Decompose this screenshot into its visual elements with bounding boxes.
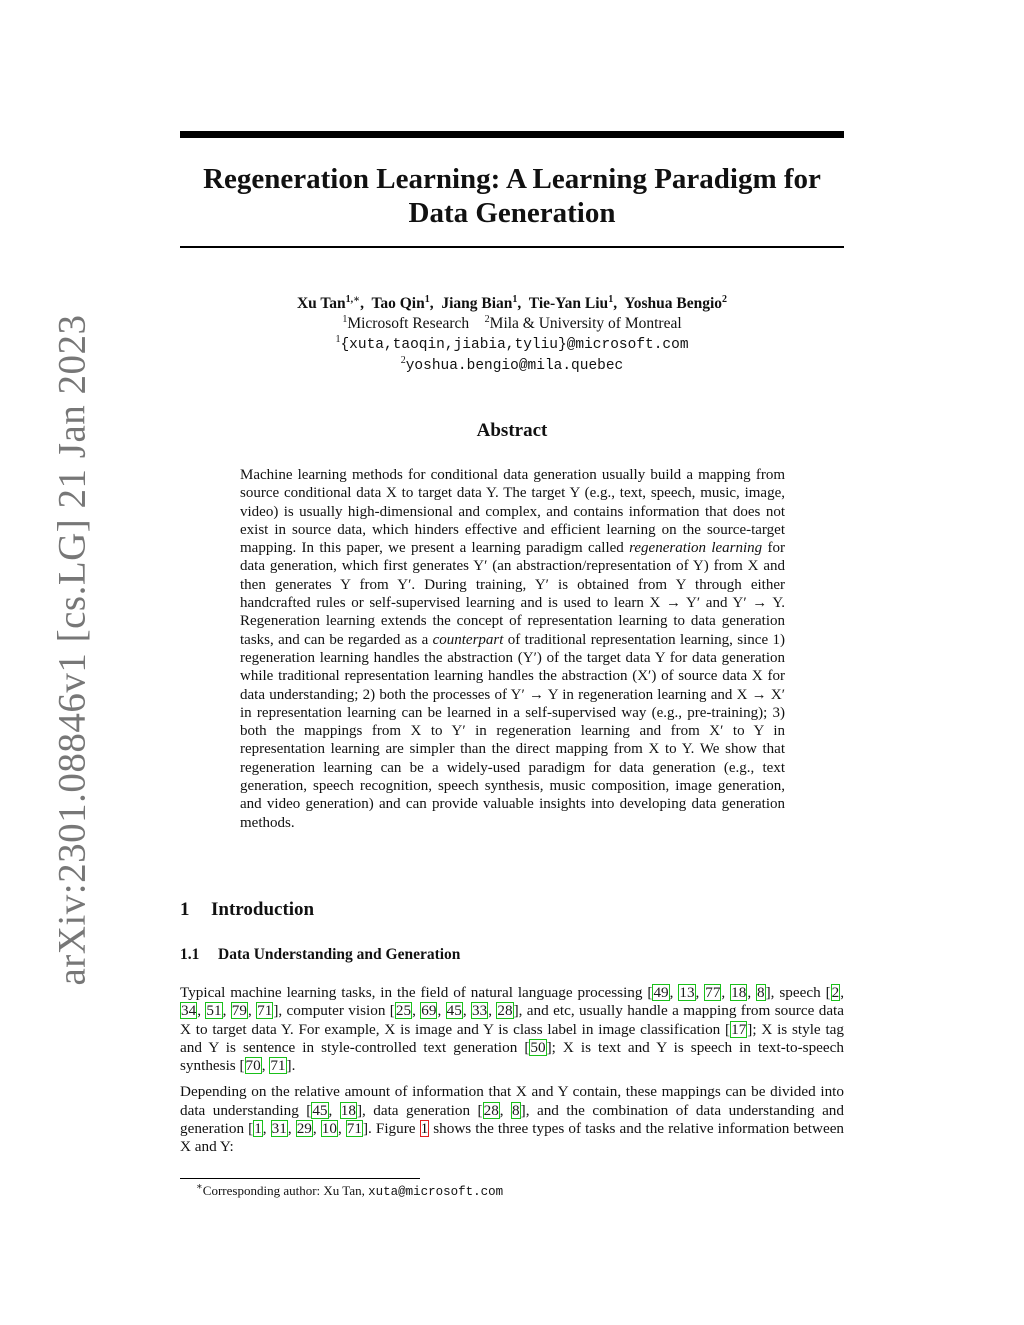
citation-link[interactable]: 25 bbox=[395, 1002, 412, 1020]
arxiv-identifier-text: arXiv:2301.08846v1 [cs.LG] 21 Jan 2023 bbox=[50, 314, 94, 986]
author-affiliation-mark: 1 bbox=[512, 293, 518, 305]
intro-paragraph-2: Depending on the relative amount of information that X and Y contain, these mappings can be divided into data understanding [45, 18], data generation [28, 8], and the combination of data understanding and generation [1, 31, 29, 10, 71]. Figure 1 shows the three types of tasks and the relative information between X and Y: bbox=[180, 1083, 845, 1156]
paragraph-text: ]; X is text and Y is speech in text-to-speech synthesis [ bbox=[180, 1038, 844, 1075]
citation-link[interactable]: 18 bbox=[340, 1101, 356, 1119]
author-name: Jiang Bian bbox=[441, 295, 513, 312]
abstract-text: Machine learning methods for conditional data generation usually build a mapping from source conditional data X to target data Y. The target Y (e.g., text, speech, music, image, video) is usually high-dimensional and complex, and contains information that does not exist in source data, which hinders effective and efficient learning on the source-target mapping. In this paper, we present a learning paradigm called bbox=[240, 467, 785, 557]
affiliation-microsoft: Microsoft Research bbox=[347, 315, 470, 332]
citation-link[interactable]: 2 bbox=[831, 984, 840, 1001]
footnote-email[interactable]: xuta@microsoft.com bbox=[368, 1185, 504, 1199]
citation-link[interactable]: 8 bbox=[512, 1101, 520, 1119]
section-title: Introduction bbox=[211, 899, 315, 920]
author-name: Yoshua Bengio bbox=[624, 295, 723, 312]
section-number: 1 bbox=[180, 899, 190, 920]
citation-link[interactable]: 8 bbox=[757, 984, 765, 1001]
email-line-1 bbox=[180, 334, 844, 355]
citation-link[interactable]: 71 bbox=[257, 1002, 273, 1020]
citation-link[interactable]: 51 bbox=[206, 1002, 222, 1020]
citation-link[interactable]: 28 bbox=[483, 1101, 499, 1119]
paragraph-text: ], and etc, usually handle a mapping from source data X to target data Y. For example, X is image and Y is class label in image classification [ bbox=[180, 1002, 845, 1038]
citation-link[interactable]: 79 bbox=[231, 1002, 247, 1020]
citation-link[interactable]: 10 bbox=[321, 1120, 337, 1138]
abstract-heading: Abstract bbox=[476, 420, 548, 441]
footnote-rule bbox=[180, 1178, 420, 1179]
affiliation-mark: 2 bbox=[484, 313, 490, 325]
paragraph-text: ]. bbox=[286, 1057, 296, 1075]
citation-link[interactable]: 50 bbox=[530, 1038, 546, 1056]
author-name: Tie-Yan Liu bbox=[528, 295, 609, 312]
subsection-heading-data-understanding bbox=[180, 946, 460, 964]
paragraph-text: ], and the combination of data understanding and generation [ bbox=[180, 1101, 844, 1138]
email-mila[interactable]: yoshua.bengio@mila.quebec bbox=[405, 358, 624, 374]
author-name: Tao Qin bbox=[371, 295, 425, 312]
citation-link[interactable]: 77 bbox=[705, 984, 721, 1001]
citation-link[interactable]: 1 bbox=[254, 1120, 262, 1138]
author-affiliation-mark: 1,∗ bbox=[345, 293, 361, 305]
paragraph-text: Depending on the relative amount of information that X and Y contain, these mappings can be divided into data understanding [ bbox=[180, 1083, 844, 1119]
author-name: Xu Tan bbox=[296, 295, 346, 312]
citation-link[interactable]: 18 bbox=[731, 984, 747, 1001]
paragraph-text: ], speech [ bbox=[765, 984, 831, 1001]
paragraph-text: ], computer vision [ bbox=[273, 1002, 395, 1020]
abstract-text: of traditional representation learning, since 1) regeneration learning handles the abstraction (Y′) of the target data Y for data generation while traditional representation learning handles the abstraction (X′) of source data X for data understanding; 2) both the processes of Y′ → Y in regeneration learning and X → X′ in representation learning can be learned in a self-supervised way (e.g., pre-training); 3) both the mappings from X to Y′ in regeneration learning and from X′ to Y in representation learning are simpler than the direct mapping from X to Y. We show that regeneration learning can be a widely-used paradigm for data generation (e.g., text generation, speech recognition, speech synthesis, music composition, image generation, and video generation) and can provide valuable insights into developing data generation methods. bbox=[240, 631, 785, 831]
paragraph-text: ]. Figure bbox=[362, 1120, 420, 1138]
author-block bbox=[180, 294, 844, 376]
citation-link[interactable]: 17 bbox=[731, 1020, 747, 1038]
introduction-body bbox=[180, 984, 844, 1165]
subsection-number: 1.1 bbox=[180, 946, 200, 963]
paper-title bbox=[180, 162, 844, 230]
email-line-2 bbox=[180, 355, 844, 376]
citation-link[interactable]: 13 bbox=[679, 984, 695, 1001]
section-heading-introduction bbox=[180, 899, 314, 921]
abstract-body bbox=[240, 466, 785, 832]
title-bottom-rule bbox=[180, 246, 844, 248]
citation-link[interactable]: 45 bbox=[446, 1002, 462, 1020]
author-affiliation-mark: 1 bbox=[424, 293, 430, 305]
title-line-1: Regeneration Learning: A Learning Paradigm for bbox=[203, 163, 821, 195]
paragraph-text: shows the three types of tasks and the relative information between X and Y: bbox=[180, 1120, 845, 1156]
citation-link[interactable]: 71 bbox=[346, 1120, 362, 1138]
title-top-rule bbox=[180, 131, 844, 138]
footnote-mark: ∗ bbox=[196, 1181, 203, 1193]
paragraph-text: ]; X is style tag and Y is sentence in style-controlled text generation [ bbox=[180, 1020, 844, 1056]
citation-link[interactable]: 33 bbox=[472, 1002, 488, 1020]
citation-link[interactable]: 28 bbox=[497, 1002, 513, 1020]
paragraph-text: Typical machine learning tasks, in the field of natural language processing [ bbox=[180, 984, 653, 1001]
abstract-emphasis: regeneration learning bbox=[629, 540, 763, 557]
author-affiliation-mark: 1 bbox=[608, 293, 614, 305]
author-affiliation-mark: 2 bbox=[722, 293, 728, 305]
citation-link[interactable]: 45 bbox=[312, 1101, 328, 1119]
affiliation-mila: Mila & University of Montreal bbox=[489, 315, 682, 332]
paragraph-text: ], data generation [ bbox=[356, 1101, 483, 1119]
email-mark: 1 bbox=[335, 333, 341, 345]
footnote-text: Corresponding author: Xu Tan, bbox=[202, 1183, 369, 1198]
citation-link[interactable]: 70 bbox=[245, 1057, 261, 1075]
intro-paragraph-1: Typical machine learning tasks, in the field of natural language processing [49, 13, 77, 18, 8], speech [2, 34, 51, 79, 71], computer vision [25, 69, 45, 33, 28], and etc, usually handle a mapping from source data X to target data Y. For example, X is image and Y is class label in image classification [17]; X is style tag and Y is sentence in style-controlled text generation [50]; X is text and Y is speech in text-to-speech synthesis [70, 71]. bbox=[180, 984, 845, 1075]
abstract-text: for data generation, which first generates Y′ (an abstraction/representation of Y) from X and then generates Y from Y′. During training, Y′ is obtained from Y through either handcrafted rules or self-supervised learning and is used to learn X → Y′ and Y′ → Y. Regeneration learning extends the concept of representation learning to data generation tasks, and can be regarded as a bbox=[240, 540, 785, 648]
citation-link[interactable]: 71 bbox=[270, 1057, 286, 1075]
abstract-emphasis: counterpart bbox=[432, 631, 504, 648]
title-line-2: Data Generation bbox=[408, 197, 616, 229]
footnote bbox=[196, 1183, 503, 1200]
affiliation-mark: 1 bbox=[342, 313, 348, 325]
citation-link[interactable]: 31 bbox=[271, 1120, 287, 1138]
abstract-paragraph bbox=[240, 466, 785, 832]
email-mark: 2 bbox=[400, 354, 406, 366]
citation-link[interactable]: 69 bbox=[421, 1002, 437, 1020]
figure-reference-link[interactable]: 1 bbox=[420, 1120, 429, 1138]
citation-link[interactable]: 29 bbox=[296, 1120, 312, 1138]
citation-link[interactable]: 49 bbox=[653, 984, 669, 1001]
citation-link[interactable]: 34 bbox=[181, 1002, 197, 1020]
author-list: Xu Tan$^{1,∗}$, Tao Qin$^1$, Jiang Bian$^1$, Tie-Yan Liu$^1$, Yoshua Bengio$^2$ bbox=[296, 293, 728, 312]
affiliations bbox=[180, 314, 844, 334]
email-microsoft[interactable]: {xuta,taoqin,jiabia,tyliu}@microsoft.com bbox=[340, 337, 689, 353]
subsection-title: Data Understanding and Generation bbox=[218, 946, 461, 963]
